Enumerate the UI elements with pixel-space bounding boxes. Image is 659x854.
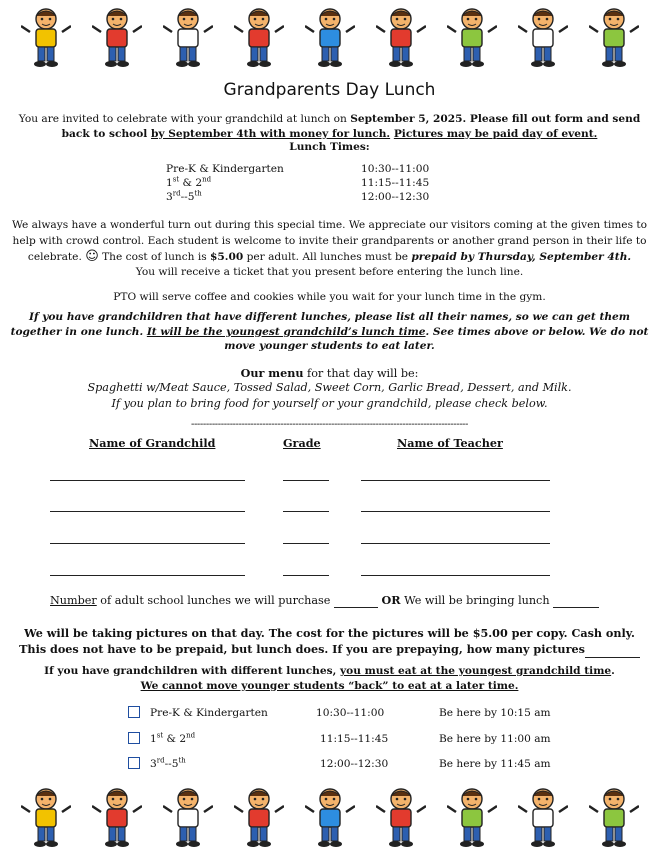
page-title: Grandparents Day Lunch	[223, 80, 436, 100]
teacher-name-field[interactable]	[361, 480, 550, 481]
pictures-text: This does not have to be prepaid, but lunch does. If you are prepaying, how many pictures	[19, 642, 585, 656]
lunch-checkbox[interactable]	[128, 732, 140, 744]
lunch-time: 10:30--11:00	[316, 707, 385, 719]
ticket-note: You will receive a ticket that you present before entering the lunch line.	[135, 266, 524, 279]
child-illustration	[305, 6, 355, 68]
child-illustration	[92, 6, 142, 68]
lunch-time-row	[166, 162, 429, 176]
child-illustration	[589, 6, 639, 68]
teacher-name-field[interactable]	[361, 575, 550, 576]
grade-label: 3rd--5th	[166, 189, 202, 203]
grade-label: 1st & 2nd	[166, 175, 212, 189]
lunch-times-table	[166, 162, 429, 204]
lunch-time: 10:30--11:00	[361, 163, 430, 175]
column-header-teacher: Name of Teacher	[397, 436, 503, 450]
child-illustration	[234, 786, 284, 848]
menu-items: Spaghetti w/Meat Sauce, Tossed Salad, Sweet Corn, Garlic Bread, Dessert, and Milk.	[87, 381, 572, 394]
grade-field[interactable]	[283, 575, 329, 576]
crowd-text: The cost of lunch is	[98, 250, 211, 263]
picture-count-field[interactable]	[585, 641, 640, 658]
lunch-count-row: Number of adult school lunches we will purchase OR We will be bringing lunch	[50, 593, 599, 608]
lunch-checkbox[interactable]	[128, 757, 140, 769]
crowd-text: per adult. All lunches must be	[243, 250, 412, 263]
grade-label: Pre-K & Kindergarten	[150, 707, 268, 719]
grandchild-name-field[interactable]	[50, 511, 245, 512]
pto-note: PTO will serve coffee and cookies while you wait for your lunch time in the gym.	[113, 291, 546, 303]
column-header-grandchild: Name of Grandchild	[89, 436, 216, 450]
child-illustration	[92, 786, 142, 848]
grade-label: Pre-K & Kindergarten	[166, 163, 284, 175]
number-label: Number	[50, 594, 97, 607]
grade-field[interactable]	[283, 543, 329, 544]
grandchild-name-field[interactable]	[50, 575, 245, 576]
menu-heading: Our menu for that day will be:	[240, 366, 419, 380]
child-illustration	[163, 786, 213, 848]
child-illustration	[447, 6, 497, 68]
child-illustration	[376, 6, 426, 68]
child-illustration	[376, 786, 426, 848]
pictures-note: Pictures may be paid day of event.	[393, 127, 598, 140]
child-illustration	[589, 786, 639, 848]
grandchild-name-field[interactable]	[50, 480, 245, 481]
child-illustration	[163, 6, 213, 68]
column-header-grade: Grade	[283, 436, 321, 450]
event-date: September 5, 2025.	[350, 113, 467, 125]
lunch-time: 12:00--12:30	[361, 191, 430, 203]
grade-label: 3rd--5th	[150, 756, 186, 770]
lunch-times-heading: Lunch Times:	[289, 141, 370, 153]
lunch-time-row	[166, 190, 429, 204]
deadline-text: by September 4th with money for lunch.	[151, 127, 391, 140]
crowd-control-paragraph	[10, 218, 649, 281]
adult-lunch-count-field[interactable]	[334, 594, 378, 608]
arrival-time: Be here by 10:15 am	[439, 707, 551, 719]
youngest-time-rule: you must eat at the youngest grandchild time	[339, 665, 612, 677]
intro-text: Please fill out form and send back to school	[61, 113, 641, 140]
lunch-time: 11:15--11:45	[361, 177, 430, 189]
teacher-name-field[interactable]	[361, 511, 550, 512]
intro-text: You are invited to celebrate with your grandchild at lunch on	[18, 113, 351, 125]
arrival-time: Be here by 11:45 am	[439, 758, 551, 770]
different-text: If you have grandchildren that have different lunches, please list all their names, so we can get them together in one lunch.	[10, 311, 630, 338]
no-move-rule: We cannot move younger students “back” to eat at a later time.	[140, 679, 519, 692]
menu-label: Our menu	[240, 366, 304, 380]
teacher-name-field[interactable]	[361, 543, 550, 544]
divider-line: ---------------------------------------------------------------------------------------------	[190, 419, 469, 430]
reminder-paragraph: If you have grandchildren with different lunches, you must eat at the youngest grandchild time. We cannot move younger students “back” to eat at a later time.	[44, 665, 615, 692]
child-illustration	[518, 786, 568, 848]
lunch-price: $5.00	[210, 250, 244, 263]
lunch-checkbox[interactable]	[128, 706, 140, 718]
bringing-lunch-field[interactable]	[553, 594, 599, 608]
lunch-time-row	[166, 176, 429, 190]
menu-note: If you plan to bring food for yourself or your grandchild, please check below.	[111, 397, 548, 410]
prepaid-deadline: prepaid by Thursday, September 4th.	[411, 250, 632, 263]
bottom-children-border	[10, 786, 650, 848]
or-label: OR	[381, 593, 401, 607]
smiley-icon: ☺	[85, 248, 99, 264]
grade-field[interactable]	[283, 511, 329, 512]
lunch-time: 12:00--12:30	[320, 758, 389, 770]
child-illustration	[21, 6, 71, 68]
child-illustration	[518, 6, 568, 68]
crowd-text: We always have a wonderful turn out during this special time. We appreciate our visitors coming at the given times to help with crowd control. Each student is welcome to invite their grandparents or another grand person in their life to celebrate.	[11, 219, 648, 263]
top-children-border	[10, 6, 650, 68]
child-illustration	[305, 786, 355, 848]
lunch-time: 11:15--11:45	[320, 733, 389, 745]
child-illustration	[234, 6, 284, 68]
child-illustration	[21, 786, 71, 848]
child-illustration	[447, 786, 497, 848]
invitation-paragraph	[10, 112, 649, 141]
youngest-rule: It will be the youngest grandchild’s lunch time	[146, 325, 426, 338]
different-lunches-paragraph	[10, 310, 649, 354]
pictures-paragraph	[10, 625, 649, 658]
grandchild-name-field[interactable]	[50, 543, 245, 544]
arrival-time: Be here by 11:00 am	[439, 733, 551, 745]
grade-label: 1st & 2nd	[150, 731, 196, 745]
grade-field[interactable]	[283, 480, 329, 481]
different-text: . See times above or below. We do not move younger students to eat later.	[224, 325, 649, 353]
pictures-text: We will be taking pictures on that day. The cost for the pictures will be $5.00 per copy. Cash only.	[24, 626, 635, 640]
